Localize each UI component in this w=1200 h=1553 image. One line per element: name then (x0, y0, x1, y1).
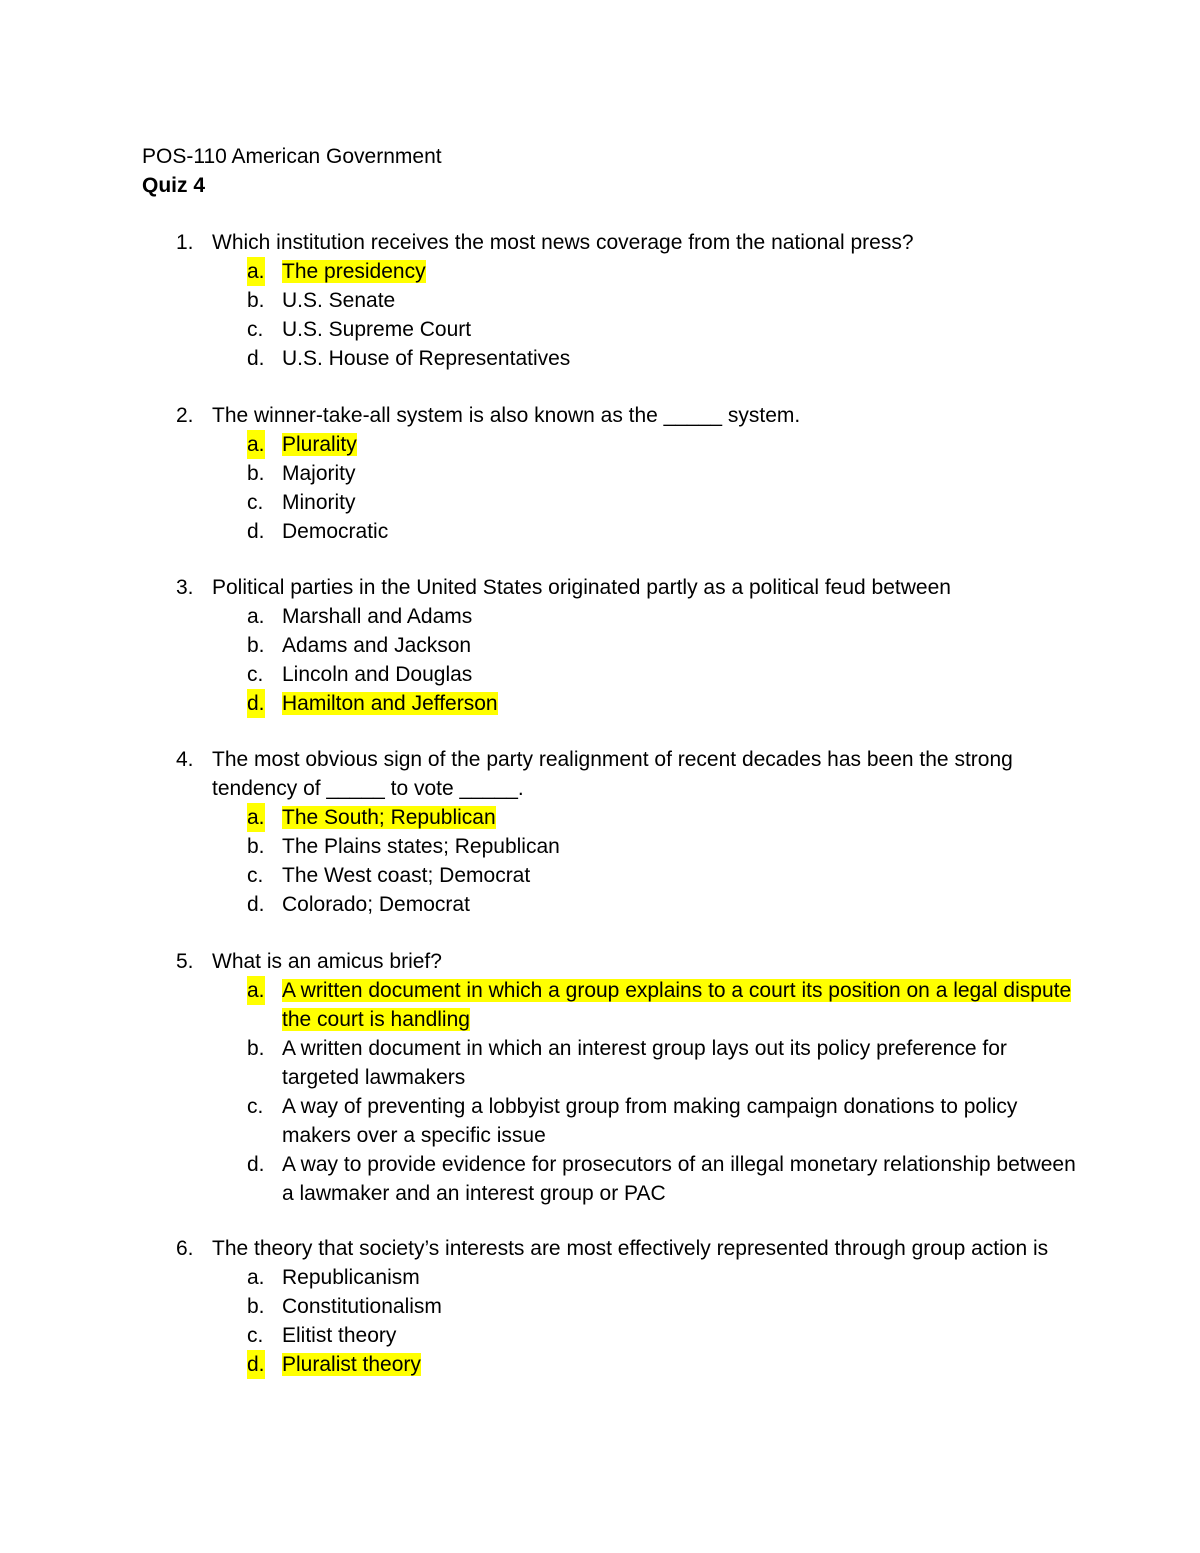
answer-option-c (176, 1092, 1076, 1150)
answer-option-a (176, 602, 1076, 631)
option-letter: a. (247, 257, 265, 286)
option-letter: d. (247, 893, 265, 916)
answer-option-b (176, 631, 1076, 660)
question-prompt (176, 401, 1076, 430)
question-text: The winner-take-all system is also known as the _____ system. (212, 404, 801, 427)
question-text: The most obvious sign of the party realignment of recent decades has been the strong tendency of _____ to vote _____. (212, 748, 1013, 800)
question-2 (176, 401, 1076, 546)
answer-option-a (176, 257, 1076, 286)
option-letter: a. (247, 1266, 265, 1289)
question-3 (176, 573, 1076, 718)
option-text: A written document in which an interest group lays out its policy preference for targeted lawmakers (282, 1037, 1007, 1089)
option-text: U.S. House of Representatives (282, 347, 571, 370)
answer-options (176, 976, 1076, 1208)
answer-option-d (176, 890, 1076, 919)
course-title: POS-110 American Government (142, 145, 442, 168)
answer-option-b (176, 832, 1076, 861)
answer-option-a (176, 1263, 1076, 1292)
question-5 (176, 947, 1076, 1208)
option-text: Democratic (282, 520, 389, 543)
option-text: Hamilton and Jefferson (282, 692, 498, 715)
option-text: A way of preventing a lobbyist group from making campaign donations to policy makers over a specific issue (282, 1095, 1018, 1147)
question-6 (176, 1234, 1076, 1379)
question-number: 2. (176, 404, 194, 427)
question-1 (176, 228, 1076, 373)
option-letter: c. (247, 663, 264, 686)
option-text: Colorado; Democrat (282, 893, 470, 916)
question-number: 5. (176, 950, 194, 973)
answer-options (176, 430, 1076, 546)
answer-option-c (176, 315, 1076, 344)
answer-option-c (176, 488, 1076, 517)
option-letter: b. (247, 835, 265, 858)
answer-option-d (176, 689, 1076, 718)
option-letter: a. (247, 976, 265, 1005)
option-letter: b. (247, 1295, 265, 1318)
option-letter: d. (247, 347, 265, 370)
option-letter: a. (247, 430, 265, 459)
question-text: Which institution receives the most news coverage from the national press? (212, 231, 914, 254)
option-text: Majority (282, 462, 356, 485)
question-prompt (176, 573, 1076, 602)
answer-options (176, 803, 1076, 919)
answer-option-a (176, 803, 1076, 832)
option-text: Adams and Jackson (282, 634, 472, 657)
question-number: 1. (176, 231, 194, 254)
option-text: U.S. Supreme Court (282, 318, 472, 341)
question-number: 3. (176, 576, 194, 599)
answer-option-b (176, 1292, 1076, 1321)
option-letter: c. (247, 1324, 264, 1347)
question-text: What is an amicus brief? (212, 950, 442, 973)
option-text: Minority (282, 491, 356, 514)
option-letter: b. (247, 634, 265, 657)
answer-options (176, 1263, 1076, 1379)
option-letter: d. (247, 1153, 265, 1176)
answer-option-d (176, 344, 1076, 373)
option-letter: b. (247, 1037, 265, 1060)
option-letter: d. (247, 689, 265, 718)
option-text: The presidency (282, 260, 426, 283)
option-letter: b. (247, 289, 265, 312)
option-letter: a. (247, 803, 265, 832)
option-text: A written document in which a group explains to a court its position on a legal dispute the court is handling (282, 979, 1072, 1031)
quiz-title: Quiz 4 (142, 174, 206, 197)
question-text: Political parties in the United States originated partly as a political feud between (212, 576, 951, 599)
option-text: Plurality (282, 433, 357, 456)
question-prompt (176, 1234, 1076, 1263)
question-prompt (176, 745, 1076, 803)
question-4 (176, 745, 1076, 919)
option-letter: c. (247, 491, 264, 514)
option-letter: c. (247, 864, 264, 887)
answer-options (176, 602, 1076, 718)
answer-option-c (176, 1321, 1076, 1350)
answer-option-b (176, 286, 1076, 315)
option-text: Elitist theory (282, 1324, 397, 1347)
question-prompt (176, 228, 1076, 257)
question-prompt (176, 947, 1076, 976)
option-text: A way to provide evidence for prosecutors of an illegal monetary relationship between a lawmaker and an interest group or PAC (282, 1153, 1076, 1205)
option-letter: d. (247, 520, 265, 543)
option-text: Marshall and Adams (282, 605, 473, 628)
question-number: 4. (176, 748, 194, 771)
answer-option-b (176, 459, 1076, 488)
option-letter: a. (247, 605, 265, 628)
answer-option-d (176, 1350, 1076, 1379)
option-text: Republicanism (282, 1266, 420, 1289)
answer-options (176, 257, 1076, 373)
option-text: Lincoln and Douglas (282, 663, 473, 686)
question-number: 6. (176, 1237, 194, 1260)
option-text: The South; Republican (282, 806, 496, 829)
answer-option-a (176, 976, 1076, 1034)
answer-option-c (176, 660, 1076, 689)
answer-option-b (176, 1034, 1076, 1092)
option-text: The Plains states; Republican (282, 835, 560, 858)
option-letter: b. (247, 462, 265, 485)
question-text: The theory that society’s interests are most effectively represented through group action is (212, 1237, 1049, 1260)
answer-option-d (176, 517, 1076, 546)
answer-option-c (176, 861, 1076, 890)
answer-option-a (176, 430, 1076, 459)
option-text: The West coast; Democrat (282, 864, 531, 887)
option-letter: d. (247, 1350, 265, 1379)
answer-option-d (176, 1150, 1076, 1208)
option-text: Pluralist theory (282, 1353, 421, 1376)
option-text: U.S. Senate (282, 289, 396, 312)
option-letter: c. (247, 1095, 264, 1118)
option-letter: c. (247, 318, 264, 341)
option-text: Constitutionalism (282, 1295, 442, 1318)
